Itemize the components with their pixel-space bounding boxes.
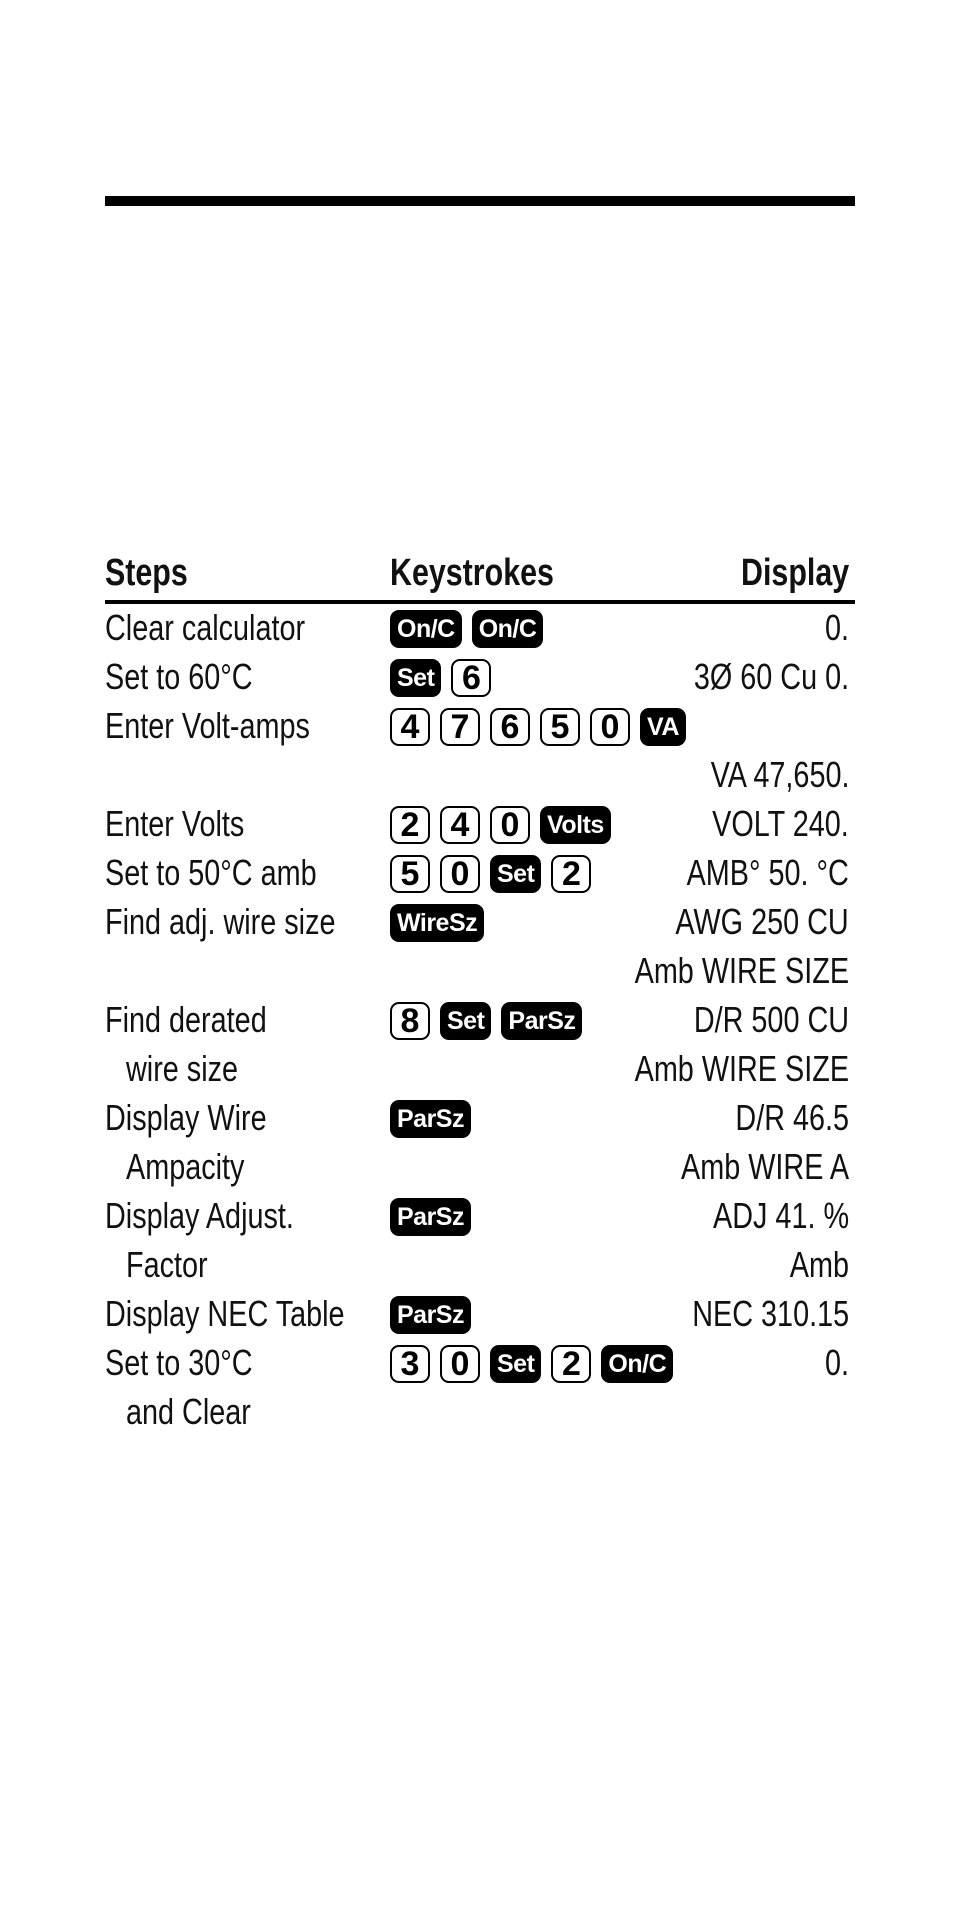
key-parsz: ParSz <box>501 1002 582 1040</box>
display-text: D/R 500 CU <box>693 999 849 1040</box>
display-text: Amb WIRE A <box>680 1146 849 1187</box>
display-text: VOLT 240. <box>712 803 849 844</box>
step-text: Display Adjust. <box>105 1195 294 1236</box>
display-text: AWG 250 CU <box>675 901 849 942</box>
step-text: Clear calculator <box>105 607 306 648</box>
keystroke-sequence <box>390 904 484 942</box>
table-row <box>105 702 855 751</box>
key-set: Set <box>490 855 541 893</box>
key-0: 0 <box>590 708 630 746</box>
key-8: 8 <box>390 1002 430 1040</box>
table-row <box>105 996 855 1045</box>
keystroke-sequence <box>390 1296 471 1334</box>
display-text: AMB° 50. °C <box>686 852 849 893</box>
table-row <box>105 1045 855 1094</box>
header-steps: Steps <box>105 552 188 594</box>
step-text: Set to 30°C <box>105 1342 253 1383</box>
keystroke-sequence <box>390 806 611 844</box>
key-2: 2 <box>551 855 591 893</box>
key-7: 7 <box>440 708 480 746</box>
key-parsz: ParSz <box>390 1296 471 1334</box>
key-6: 6 <box>490 708 530 746</box>
table-row <box>105 1388 855 1437</box>
key-va: VA <box>640 708 686 746</box>
keystroke-sequence <box>390 1198 471 1236</box>
display-text: VA 47,650. <box>710 754 849 795</box>
keystroke-sequence <box>390 1345 673 1383</box>
key-5: 5 <box>390 855 430 893</box>
display-text: Amb <box>789 1244 849 1285</box>
header-keystrokes: Keystrokes <box>390 552 554 594</box>
key-6: 6 <box>451 659 491 697</box>
display-text: NEC 310.15 <box>692 1293 849 1334</box>
step-text: Find adj. wire size <box>105 901 336 942</box>
keystroke-sequence <box>390 1002 582 1040</box>
step-text: Factor <box>126 1244 208 1285</box>
table-header <box>105 548 855 604</box>
table-row <box>105 751 855 800</box>
table-row <box>105 800 855 849</box>
display-text: 0. <box>824 1342 849 1383</box>
key-4: 4 <box>440 806 480 844</box>
key-set: Set <box>390 659 441 697</box>
key-parsz: ParSz <box>390 1100 471 1138</box>
step-text: and Clear <box>126 1391 251 1432</box>
display-text: 3Ø 60 Cu 0. <box>693 656 849 697</box>
key-set: Set <box>440 1002 491 1040</box>
key-0: 0 <box>440 1345 480 1383</box>
keystroke-sequence <box>390 855 591 893</box>
keystroke-sequence <box>390 708 686 746</box>
table-row <box>105 898 855 947</box>
step-text: Ampacity <box>126 1146 245 1187</box>
key-on-c: On/C <box>390 610 462 648</box>
key-2: 2 <box>390 806 430 844</box>
keystroke-sequence <box>390 610 543 648</box>
key-5: 5 <box>540 708 580 746</box>
key-3: 3 <box>390 1345 430 1383</box>
display-text: Amb WIRE SIZE <box>634 950 849 991</box>
key-set: Set <box>490 1345 541 1383</box>
step-text: Set to 50°C amb <box>105 852 317 893</box>
key-volts: Volts <box>540 806 611 844</box>
key-parsz: ParSz <box>390 1198 471 1236</box>
table-row <box>105 1094 855 1143</box>
display-text: Amb WIRE SIZE <box>634 1048 849 1089</box>
key-0: 0 <box>440 855 480 893</box>
table-row <box>105 1143 855 1192</box>
step-text: Set to 60°C <box>105 656 253 697</box>
top-rule <box>105 196 855 206</box>
header-display: Display <box>740 552 849 594</box>
keystroke-sequence <box>390 659 491 697</box>
step-text: Enter Volt-amps <box>105 705 310 746</box>
table-row <box>105 1192 855 1241</box>
table-row <box>105 849 855 898</box>
display-text: D/R 46.5 <box>735 1097 849 1138</box>
table-row <box>105 1241 855 1290</box>
key-on-c: On/C <box>472 610 544 648</box>
step-text: Find derated <box>105 999 267 1040</box>
display-text: ADJ 41. % <box>712 1195 849 1236</box>
table-row <box>105 604 855 653</box>
table-row <box>105 947 855 996</box>
table-row <box>105 1290 855 1339</box>
table-row <box>105 1339 855 1388</box>
table-row <box>105 653 855 702</box>
key-0: 0 <box>490 806 530 844</box>
keystroke-sequence <box>390 1100 471 1138</box>
key-on-c: On/C <box>601 1345 673 1383</box>
display-text: 0. <box>824 607 849 648</box>
table-body <box>105 604 855 1437</box>
step-text: Display NEC Table <box>105 1293 345 1334</box>
key-2: 2 <box>551 1345 591 1383</box>
step-text: Enter Volts <box>105 803 245 844</box>
step-text: wire size <box>126 1048 239 1089</box>
step-text: Display Wire <box>105 1097 267 1138</box>
keystroke-table <box>105 548 855 1437</box>
key-4: 4 <box>390 708 430 746</box>
key-wiresz: WireSz <box>390 904 484 942</box>
